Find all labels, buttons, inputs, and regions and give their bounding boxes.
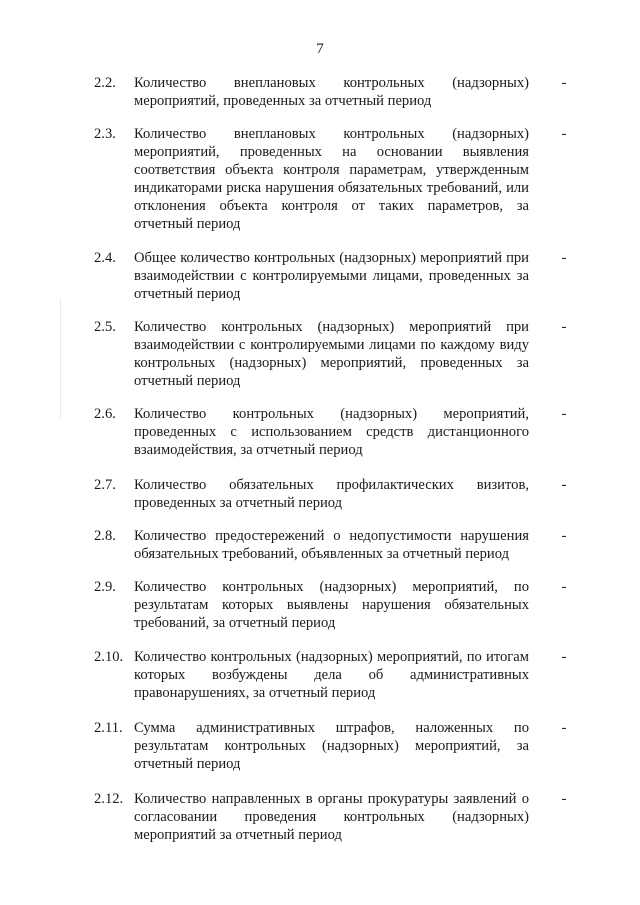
item-value: - [561,720,567,736]
item-number: 2.9. [94,579,116,595]
item-number: 2.12. [94,791,124,807]
item-text: Количество направленных в органы прокуратуры заявлений о согласовании проведения контрольных (надзорных) мероприятий за отчетный период [134,791,529,843]
item-number: 2.8. [94,528,116,544]
item-text: Количество предостережений о недопустимости нарушения обязательных требований, объявленных за отчетный период [134,528,529,562]
item-number: 2.11. [94,720,123,736]
item-number: 2.2. [94,75,116,91]
item-text: Количество внеплановых контрольных (надзорных) мероприятий, проведенных на основании выявления соответствия объекта контроля параметрам, утвержденным индикаторами риска нарушения обязательных требований, или отклонения объекта контроля от таких параметров, за отчетный период [134,126,529,232]
item-value: - [561,649,567,665]
margin-scan-mark [60,300,62,420]
item-text: Общее количество контрольных (надзорных) мероприятий при взаимодействии с контролируемыми лицами, проведенных за отчетный период [134,250,529,302]
item-text: Количество контрольных (надзорных) мероприятий, проведенных с использованием средств дистанционного взаимодействия, за отчетный период [134,406,529,458]
item-number: 2.3. [94,126,116,142]
item-number: 2.10. [94,649,124,665]
item-number: 2.7. [94,477,116,493]
item-value: - [561,579,567,595]
item-value: - [561,75,567,91]
item-value: - [561,126,567,142]
item-text: Количество контрольных (надзорных) мероприятий, по результатам которых выявлены нарушения обязательных требований, за отчетный период [134,579,529,631]
item-text: Количество контрольных (надзорных) мероприятий при взаимодействии с контролируемыми лицами по каждому виду контрольных (надзорных) мероприятий, проведенных за отчетный период [134,319,529,389]
item-text: Количество контрольных (надзорных) мероприятий, по итогам которых возбуждены дела об административных правонарушениях, за отчетный период [134,649,529,701]
item-value: - [561,528,567,544]
item-number: 2.6. [94,406,116,422]
item-number: 2.4. [94,250,116,266]
item-number: 2.5. [94,319,116,335]
item-text: Количество обязательных профилактических визитов, проведенных за отчетный период [134,477,529,511]
item-value: - [561,250,567,266]
item-text: Сумма административных штрафов, наложенных по результатам контрольных (надзорных) мероприятий, за отчетный период [134,720,529,772]
item-text: Количество внеплановых контрольных (надзорных) мероприятий, проведенных за отчетный период [134,75,529,109]
item-value: - [561,791,567,807]
item-value: - [561,406,567,422]
item-value: - [561,477,567,493]
item-value: - [561,319,567,335]
page-number: 7 [316,41,324,57]
